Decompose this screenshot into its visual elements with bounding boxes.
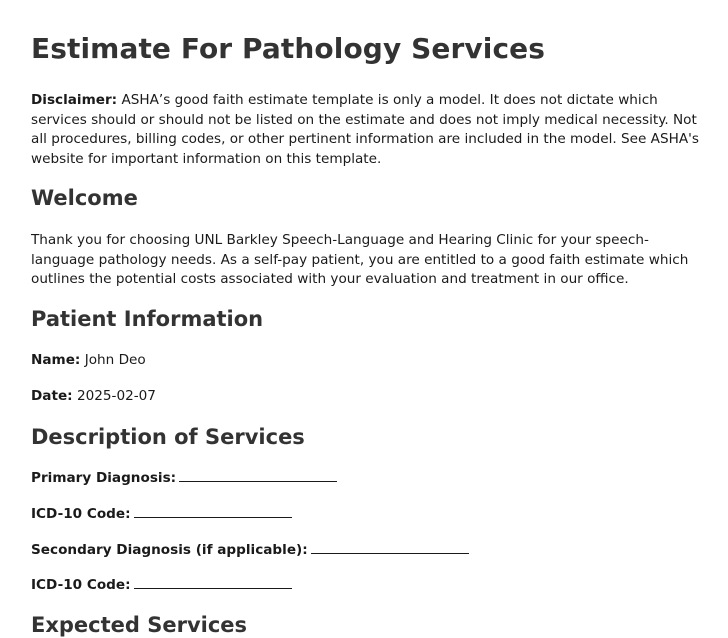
- disclaimer-paragraph: [31, 91, 706, 169]
- secondary-diagnosis-blank: [311, 541, 469, 554]
- secondary-diagnosis-label: Secondary Diagnosis (if applicable):: [31, 542, 308, 558]
- disclaimer-label: Disclaimer:: [31, 92, 118, 108]
- primary-diagnosis-label: Primary Diagnosis:: [31, 470, 177, 486]
- primary-diagnosis-row: [31, 469, 706, 489]
- patient-name-row: [31, 351, 706, 371]
- expected-services-heading: Expected Services: [31, 613, 248, 637]
- primary-diagnosis-blank: [179, 469, 337, 482]
- disclaimer-text: ASHA’s good faith estimate template is only a model. It does not dictate which services should or should not be listed on the estimate and does not imply medical necessity. Not all procedures, billing codes, or other pertinent information are included in the model. See ASHA's website for important information on this template.: [31, 92, 699, 167]
- patient-name-label: Name:: [31, 352, 81, 368]
- icd10-code-row-2: [31, 576, 706, 596]
- page-title: Estimate For Pathology Services: [31, 32, 546, 65]
- patient-name-value: John Deo: [84, 352, 146, 368]
- secondary-diagnosis-row: [31, 541, 706, 561]
- patient-info-heading: Patient Information: [31, 307, 264, 331]
- patient-date-value: 2025-02-07: [76, 388, 156, 404]
- icd10-code-row-1: [31, 505, 706, 525]
- icd10-code-label-2: ICD-10 Code:: [31, 577, 131, 593]
- patient-date-label: Date:: [31, 388, 73, 404]
- icd10-code-blank-1: [134, 505, 292, 518]
- welcome-heading: Welcome: [31, 186, 138, 210]
- patient-date-row: [31, 387, 706, 407]
- icd10-code-label-1: ICD-10 Code:: [31, 506, 131, 522]
- welcome-text: Thank you for choosing UNL Barkley Speech-Language and Hearing Clinic for your speech-language pathology needs. As a self-pay patient, you are entitled to a good faith estimate which outlines the potential costs associated with your evaluation and treatment in our office.: [31, 232, 689, 287]
- icd10-code-blank-2: [134, 576, 292, 589]
- services-heading: Description of Services: [31, 425, 305, 449]
